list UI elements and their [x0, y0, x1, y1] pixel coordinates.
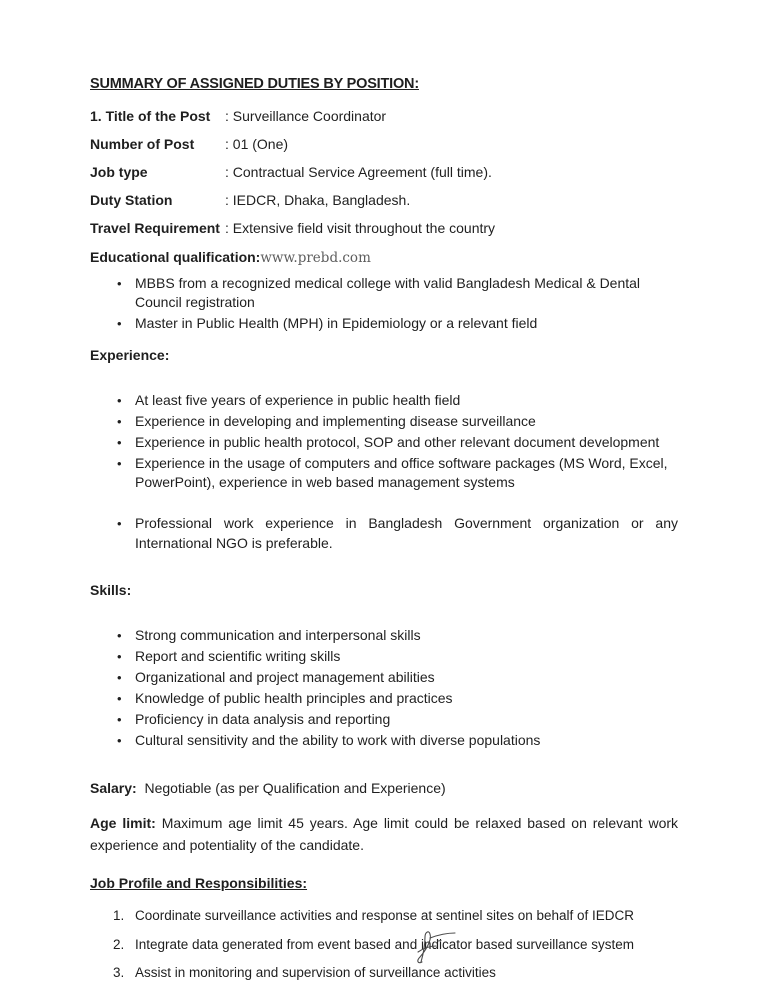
bullet-icon: •	[117, 627, 122, 643]
list-item-text: Integrate data generated from event based and indicator based surveillance system	[135, 936, 635, 952]
list-item	[90, 454, 678, 493]
list-item-text: Professional work experience in Bangladesh Government organization or any International NGO is preferable.	[135, 515, 678, 551]
field-row-travel-requirement	[90, 221, 678, 236]
bullet-icon: •	[117, 648, 122, 664]
list-item-number: 3.	[113, 965, 125, 980]
field-value: : Surveillance Coordinator	[225, 108, 387, 124]
bullet-icon: •	[117, 669, 122, 685]
field-value: : 01 (One)	[225, 136, 289, 152]
salary-text: Negotiable (as per Qualification and Experience)	[144, 779, 446, 796]
age-limit-text: Maximum age limit 45 years. Age limit could be relaxed based on relevant work experience and potentiality of the candidate.	[90, 815, 679, 853]
list-item-text: Report and scientific writing skills	[135, 647, 341, 664]
list-item-text: Strong communication and interpersonal skills	[135, 626, 421, 643]
spacer	[90, 494, 678, 514]
list-item-text: Coordinate surveillance activities and response at sentinel sites on behalf of IEDCR	[135, 908, 635, 923]
education-bullet-list	[90, 274, 678, 334]
spacer	[90, 363, 678, 383]
field-label: 1. Title of the Post	[90, 108, 211, 124]
list-item	[90, 626, 678, 646]
list-item	[90, 412, 678, 432]
list-item-text: Cultural sensitivity and the ability to work with diverse populations	[135, 731, 541, 748]
spacer	[90, 752, 678, 778]
field-row-duty-station	[90, 193, 678, 208]
responsibilities-list	[90, 908, 678, 980]
list-item	[90, 689, 678, 709]
field-value: : Extensive field visit throughout the country	[225, 220, 496, 236]
list-item-text: Assist in monitoring and supervision of surveillance activities	[135, 965, 496, 980]
bullet-icon: •	[117, 434, 122, 450]
bullet-icon: •	[117, 690, 122, 706]
spacer	[90, 555, 678, 569]
list-item-text: Experience in developing and implementing disease surveillance	[135, 412, 536, 429]
signature-icon	[408, 924, 468, 972]
list-item-text: At least five years of experience in public health field	[135, 391, 461, 408]
list-item	[90, 908, 678, 923]
field-row-job-type	[90, 165, 678, 180]
field-value: : Contractual Service Agreement (full time).	[225, 164, 492, 180]
bullet-icon: •	[117, 275, 122, 291]
bullet-icon: •	[117, 711, 122, 727]
responsibilities-heading: Job Profile and Responsibilities:	[90, 875, 308, 891]
bullet-icon: •	[117, 732, 122, 748]
bullet-icon: •	[117, 316, 122, 331]
experience-heading: Experience:	[90, 346, 170, 363]
list-item-text: MBBS from a recognized medical college with valid Bangladesh Medical & Dental Council registration	[135, 274, 641, 310]
skills-heading: Skills:	[90, 581, 132, 598]
list-item	[90, 710, 678, 730]
education-heading-label: Educational qualification:	[90, 248, 261, 265]
field-label: Number of Post	[90, 136, 195, 152]
list-item-text: Proficiency in data analysis and reporting	[135, 710, 391, 727]
field-label: Job type	[90, 164, 148, 180]
field-label: Duty Station	[90, 192, 173, 208]
list-item	[90, 391, 678, 411]
list-item	[90, 731, 678, 751]
list-item	[90, 274, 678, 313]
skills-bullet-list	[90, 626, 678, 751]
field-row-title-of-post	[90, 109, 678, 124]
list-item-text: Experience in public health protocol, SOP and other relevant document development	[135, 433, 660, 450]
bullet-icon: •	[117, 455, 122, 471]
spacer	[90, 856, 678, 876]
experience-bullet-list	[90, 391, 678, 554]
list-item-number: 2.	[113, 936, 125, 952]
list-item-text: Organizational and project management abilities	[135, 668, 435, 685]
list-item	[90, 433, 678, 453]
list-item	[90, 314, 678, 334]
field-row-number-of-post	[90, 137, 678, 152]
education-heading	[90, 250, 678, 266]
salary-line	[90, 778, 678, 800]
age-limit-paragraph	[90, 813, 678, 856]
watermark-text: www.prebd.com	[260, 249, 371, 266]
salary-label: Salary:	[90, 779, 137, 796]
list-item	[90, 965, 678, 980]
list-item-text: Knowledge of public health principles and practices	[135, 689, 453, 706]
age-limit-label: Age limit:	[90, 815, 156, 831]
spacer	[90, 598, 678, 618]
bullet-icon: •	[117, 516, 122, 531]
list-item-number: 1.	[113, 908, 125, 923]
field-value: : IEDCR, Dhaka, Bangladesh.	[225, 192, 411, 208]
list-item	[90, 937, 678, 952]
list-item-text: Experience in the usage of computers and office software packages (MS Word, Excel, PowerPoint), experience in web based management systems	[135, 454, 668, 490]
bullet-icon: •	[117, 392, 122, 408]
list-item	[90, 647, 678, 667]
spacer	[90, 799, 678, 813]
document-title: SUMMARY OF ASSIGNED DUTIES BY POSITION:	[90, 76, 419, 92]
list-item	[90, 668, 678, 688]
bullet-icon: •	[117, 413, 122, 429]
list-item	[90, 514, 678, 553]
field-label: Travel Requirement	[90, 220, 220, 236]
list-item-text: Master in Public Health (MPH) in Epidemiology or a relevant field	[135, 315, 538, 331]
